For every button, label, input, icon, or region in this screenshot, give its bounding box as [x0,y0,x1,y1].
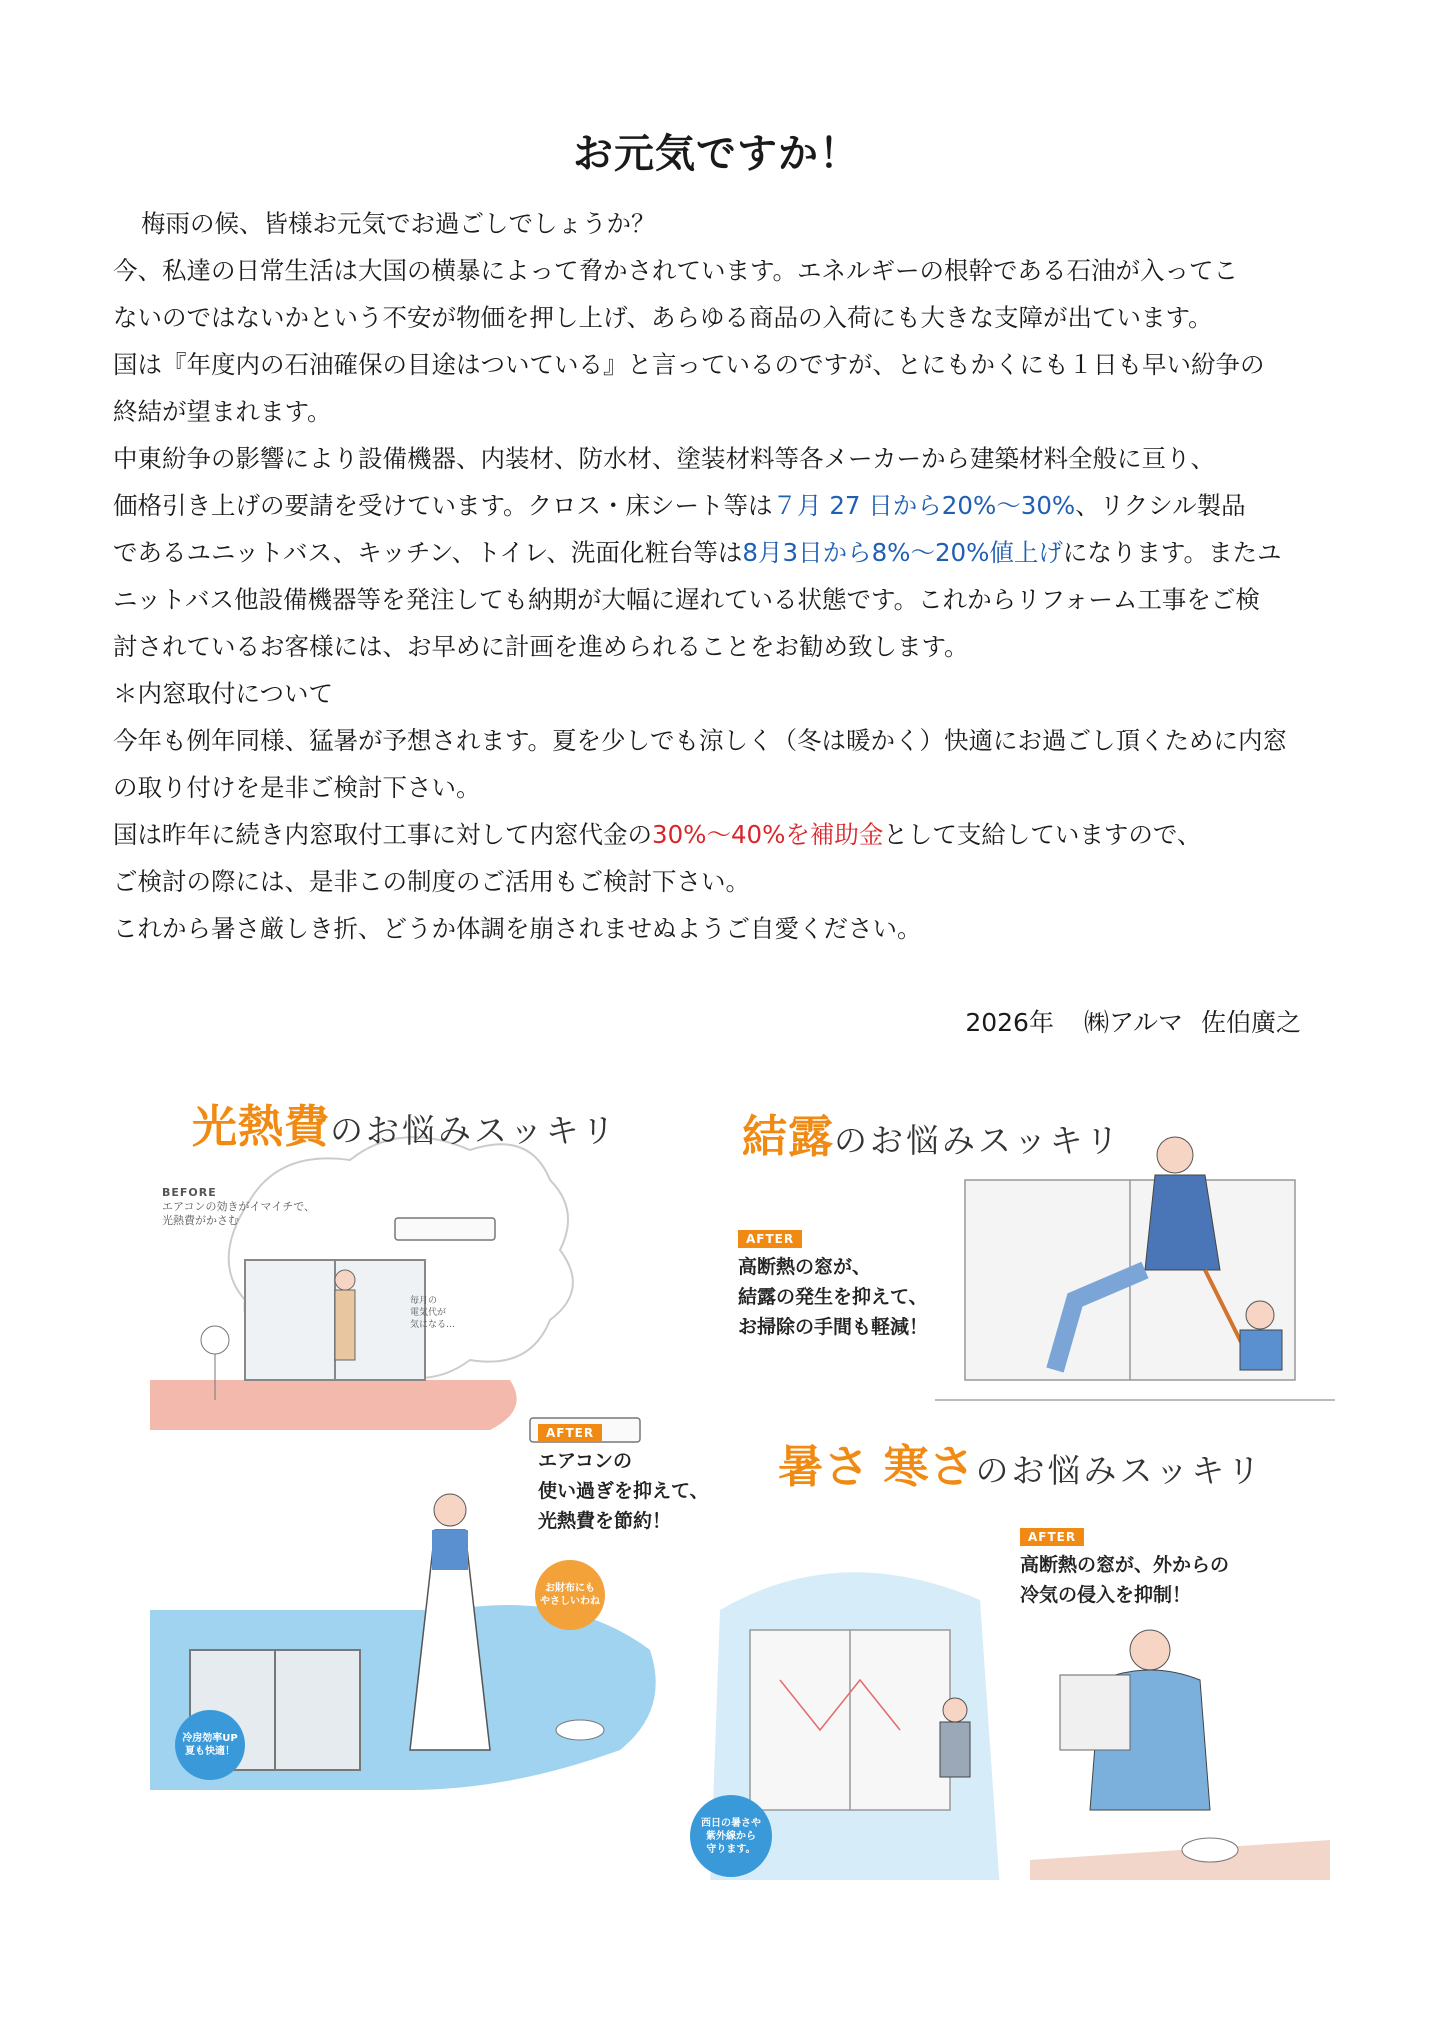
utility-cost-illustration [150,1090,710,1870]
condensation-heading [742,1100,1122,1165]
text-line [113,482,1343,529]
hot-cold-illustration [690,1430,1350,1880]
text-segment: であるユニットバス、キッチン、トイレ、洗面化粧台等は [113,538,743,567]
thought-line: 気になる… [410,1320,456,1330]
bubble-line: 夏も快適！ [184,1746,235,1757]
condensation-illustration [735,1100,1335,1420]
after-line: エアコンの [538,1450,633,1472]
text-line: 国は『年度内の石油確保の目途はついている』と言っているのですが、とにもかくにも１日も早い紛争の [113,350,1265,379]
after-line: 高断熱の窓が、 [738,1256,872,1278]
after-line: 使い過ぎを抑えて、 [538,1480,709,1502]
subsidy-highlight: 30%～40%を補助金 [652,820,884,849]
text-line [113,811,1343,858]
sun-protection-bubble [690,1795,772,1877]
cooling-bubble [175,1710,245,1780]
after-tag: AFTER [738,1230,802,1248]
condensation-heading-keyword: 結露 [742,1110,835,1163]
hot-cold-heading [778,1430,1263,1495]
cloth-price-increase: ７月 27 日から20%～30% [772,491,1076,520]
text-line: 今、私達の日常生活は大国の横暴によって脅かされています。エネルギーの根幹である石油が入ってこ [113,256,1239,285]
hot-heading-keyword: 暑さ [778,1440,871,1493]
text-segment: 、リクシル製品 [1075,491,1246,520]
hot-cold-after-caption [1020,1520,1229,1610]
signature-company: ㈱アルマ [1083,1008,1183,1037]
text-segment: 価格引き上げの要請を受けています。クロス・床シート等は [113,491,773,520]
condensation-heading-rest: のお悩みスッキリ [834,1121,1122,1160]
before-caption [162,1186,315,1228]
bubble-line: 冷房効率UP [182,1733,238,1744]
hot-cold-scene-graphic [690,1430,1350,1880]
thought-line: 毎月の [410,1296,438,1306]
before-tag: BEFORE [162,1186,217,1199]
utility-after-caption [538,1416,709,1536]
text-line: ニットバス他設備機器等を発注しても納期が大幅に遅れている状態です。これからリフォーム工事をご検 [113,585,1260,614]
after-tag: AFTER [538,1424,602,1442]
text-line: 終結が望まれます。 [113,397,332,426]
greeting: 梅雨の候、皆様お元気でお過ごしでしょうか？ [141,209,656,238]
text-segment: 国は昨年に続き内窓取付工事に対して内窓代金の [113,820,652,849]
utility-heading-rest: のお悩みスッキリ [330,1111,618,1150]
after-line: 冷気の侵入を抑制！ [1020,1584,1192,1606]
signature [935,1003,1301,1039]
text-segment: として支給していますので、 [883,820,1202,849]
cold-heading-keyword: 寒さ [883,1440,976,1493]
closing-line: これから暑さ厳しき折、どうか体調を崩されませぬようご自愛ください。 [113,914,922,943]
after-line: 光熱費を節約！ [538,1510,672,1532]
page-title: お元気ですか！ [573,131,860,177]
letter-body [113,200,1343,952]
before-line: エアコンの効きがイマイチで、 [162,1200,316,1213]
signature-year: 2026年 [965,1008,1054,1037]
wallet-bubble [535,1560,605,1630]
bubble-line: 紫外線から [706,1830,756,1842]
text-segment: になります。またユ [1062,538,1282,567]
utility-heading-keyword: 光熱費 [192,1100,331,1153]
bubble-line: 西日の暑さや [701,1817,761,1829]
thought-text [410,1295,455,1331]
text-line: の取り付けを是非ご検討下さい。 [113,773,481,802]
text-line [113,529,1343,576]
bubble-line: やさしいわね [540,1596,600,1607]
text-line: 討されているお客様には、お早めに計画を進められることをお勧め致します。 [113,632,969,661]
text-line: ご検討の際には、是非この制度のご活用もご検討下さい。 [113,867,750,896]
bubble-line: 守ります。 [706,1843,756,1855]
after-tag: AFTER [1020,1528,1084,1546]
text-line: ないのではないかという不安が物価を押し上げ、あらゆる商品の入荷にも大きな支障が出ています。 [113,303,1213,332]
text-line: 今年も例年同様、猛暑が予想されます。夏を少しでも涼しく（冬は暖かく）快適にお過ごし頂くために内窓 [113,726,1288,755]
text-line: 中東紛争の影響により設備機器、内装材、防水材、塗装材料等各メーカーから建築材料全般に亘り、 [113,444,1216,473]
after-line: 高断熱の窓が、外からの [1020,1554,1230,1576]
lixil-price-increase: 8月3日から8%～20%値上げ [742,538,1063,567]
after-line: 結露の発生を抑えて、 [738,1286,928,1308]
signature-name: 佐伯廣之 [1200,1008,1301,1037]
section-title: ＊内窓取付について [113,679,334,708]
condensation-after-caption [738,1222,928,1342]
bubble-line: お財布にも [545,1583,595,1594]
thought-line: 電気代が [410,1308,447,1318]
after-line: お掃除の手間も軽減！ [738,1316,929,1338]
utility-heading [192,1090,618,1155]
hot-cold-heading-rest: のお悩みスッキリ [975,1451,1264,1490]
before-line: 光熱費がかさむ [162,1214,239,1227]
